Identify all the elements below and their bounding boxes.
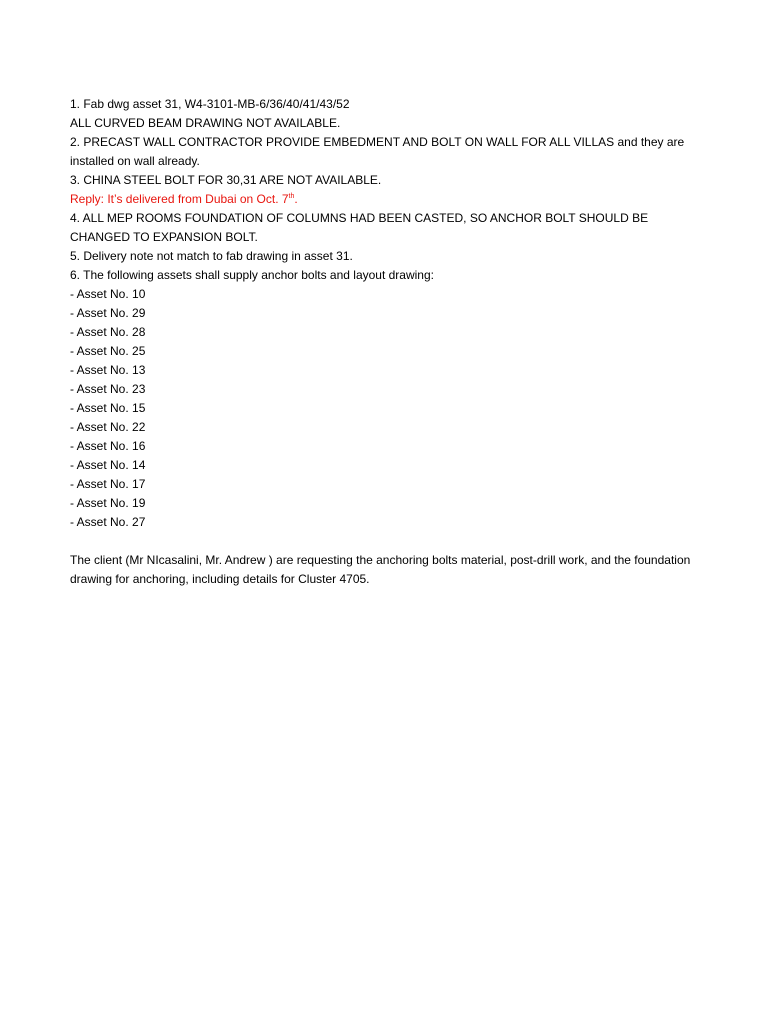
item-2-precast-wall: 2. PRECAST WALL CONTRACTOR PROVIDE EMBEDMENT AND BOLT ON WALL FOR ALL VILLAS and they are installed on wall already. <box>70 135 685 168</box>
item-3-china-steel-bolt: 3. CHINA STEEL BOLT FOR 30,31 ARE NOT AVAILABLE. <box>70 173 382 187</box>
asset-list-item: - Asset No. 25 <box>70 344 146 358</box>
reply-note <box>70 190 705 209</box>
asset-list-item: - Asset No. 14 <box>70 458 146 472</box>
item-1-note: ALL CURVED BEAM DRAWING NOT AVAILABLE. <box>70 116 341 130</box>
item-1-fab-dwg: 1. Fab dwg asset 31, W4-3101-MB-6/36/40/41/43/52 <box>70 97 350 111</box>
asset-list-item: - Asset No. 23 <box>70 382 146 396</box>
asset-list-item: - Asset No. 17 <box>70 477 146 491</box>
asset-list-item: - Asset No. 16 <box>70 439 146 453</box>
asset-list-item: - Asset No. 15 <box>70 401 146 415</box>
document-page <box>70 95 705 589</box>
asset-list <box>70 285 705 532</box>
asset-list-item: - Asset No. 10 <box>70 287 146 301</box>
reply-text: Reply: It’s delivered from Dubai on Oct. 7 <box>70 192 289 206</box>
asset-list-item: - Asset No. 29 <box>70 306 146 320</box>
item-6-assets-intro: 6. The following assets shall supply anchor bolts and layout drawing: <box>70 268 434 282</box>
reply-superscript: th <box>288 193 295 200</box>
reply-end: . <box>294 192 298 206</box>
closing-paragraph: The client (Mr NIcasalini, Mr. Andrew ) are requesting the anchoring bolts material, post-drill work, and the foundation drawing for anchoring, including details for Cluster 4705. <box>70 553 691 586</box>
asset-list-item: - Asset No. 13 <box>70 363 146 377</box>
asset-list-item: - Asset No. 27 <box>70 515 146 529</box>
asset-list-item: - Asset No. 19 <box>70 496 146 510</box>
paragraph-spacer <box>70 532 705 551</box>
asset-list-item: - Asset No. 28 <box>70 325 146 339</box>
item-4-mep-rooms: 4. ALL MEP ROOMS FOUNDATION OF COLUMNS HAD BEEN CASTED, SO ANCHOR BOLT SHOULD BE CHANGED TO EXPANSION BOLT. <box>70 211 649 244</box>
asset-list-item: - Asset No. 22 <box>70 420 146 434</box>
item-5-delivery-note: 5. Delivery note not match to fab drawing in asset 31. <box>70 249 353 263</box>
